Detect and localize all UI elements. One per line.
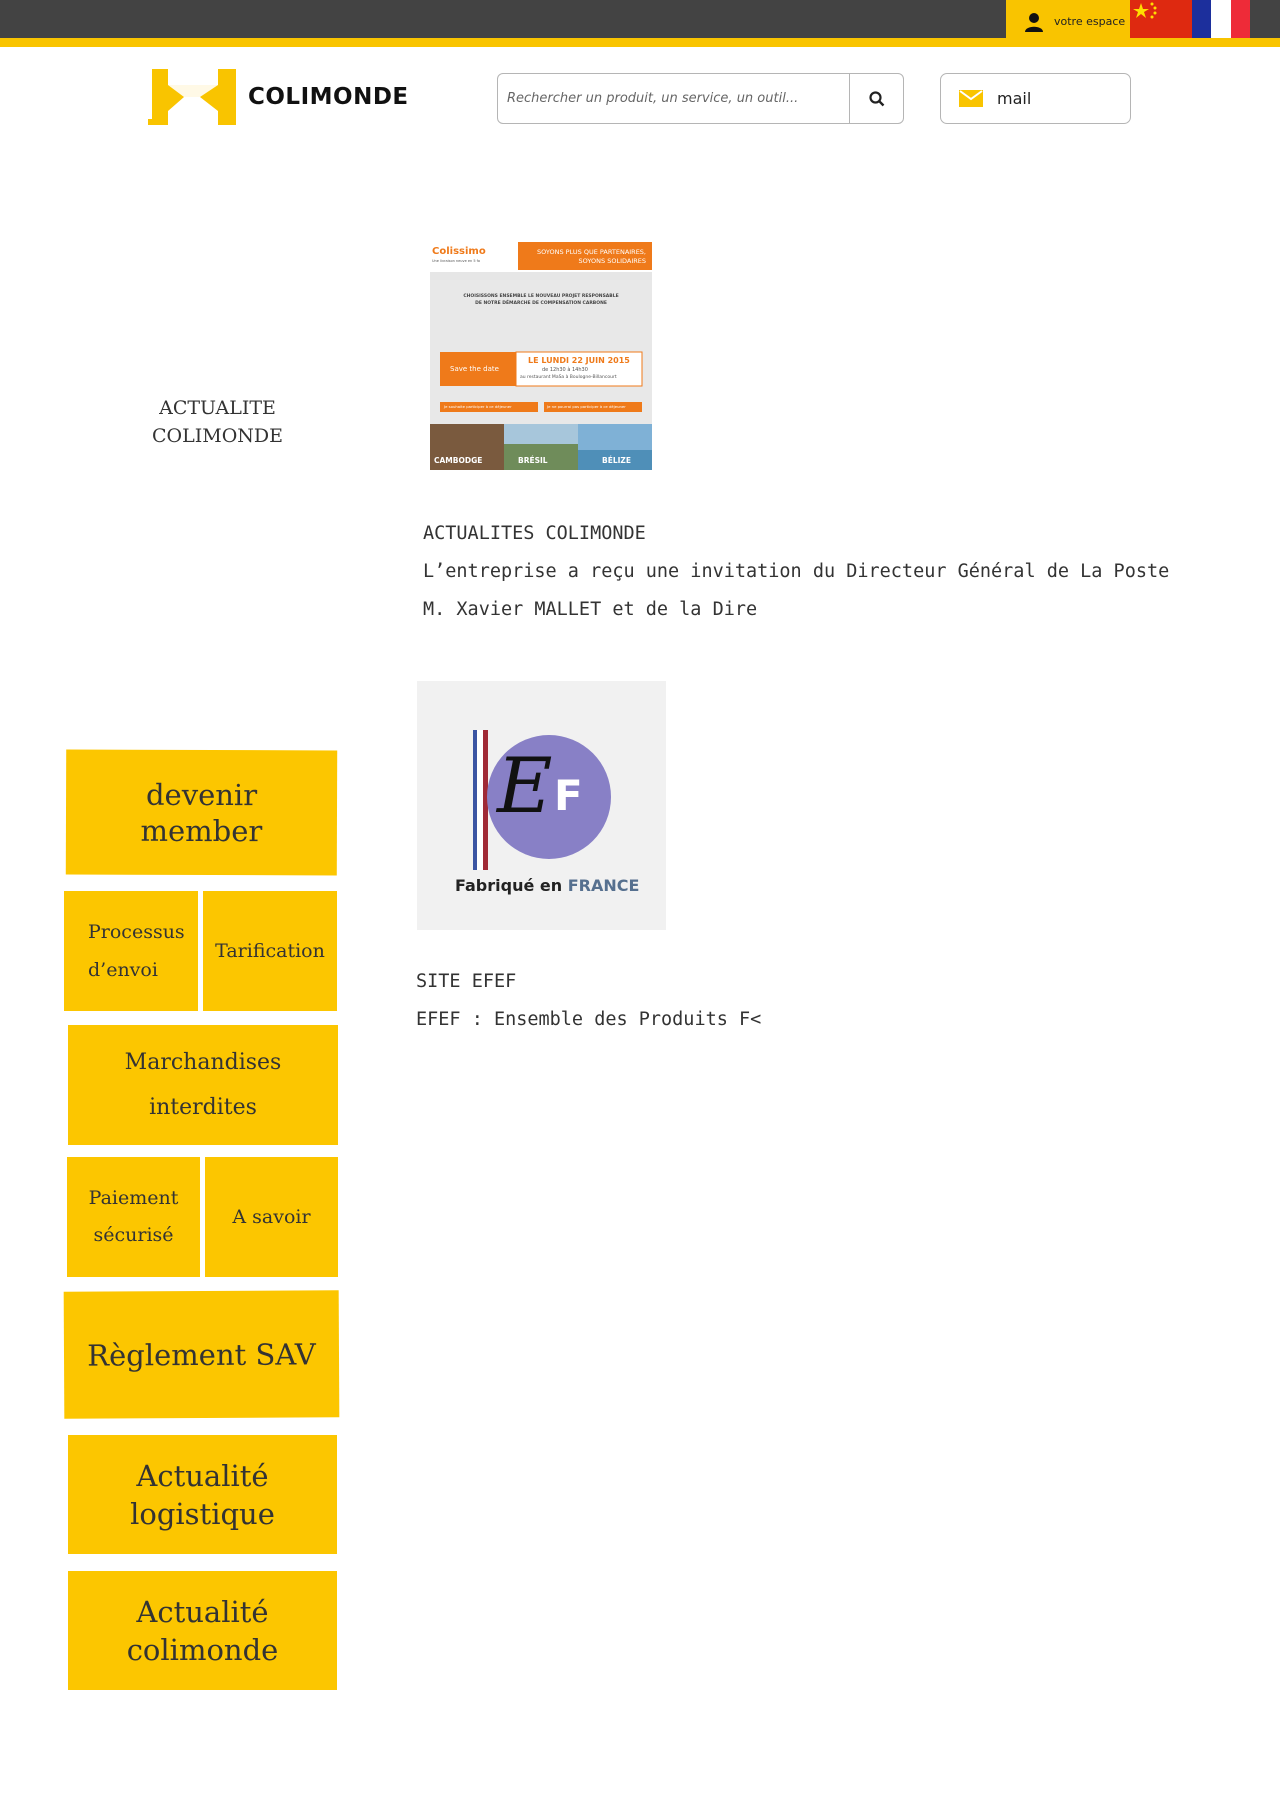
- flyer-banner-2: SOYONS SOLIDAIRES: [578, 257, 646, 265]
- brand-name: COLIMONDE: [248, 84, 409, 110]
- ef-letter-f: F: [554, 771, 583, 820]
- search-button[interactable]: [849, 74, 903, 123]
- flyer-btn-no: Je ne pourrai pas participer à ce déjeuner: [547, 404, 626, 409]
- efef-title[interactable]: SITE EFEF: [416, 971, 517, 992]
- ef-caption: [455, 876, 639, 895]
- news-title[interactable]: ACTUALITES COLIMONDE: [423, 523, 646, 544]
- colimonde-logo-icon: [148, 67, 238, 127]
- flyer-country-1: CAMBODGE: [434, 456, 483, 465]
- flag-china-icon[interactable]: [1130, 0, 1192, 38]
- tile-actu-logistique-line2: logistique: [130, 1496, 275, 1531]
- tile-processus-line2: d’envoi: [88, 959, 158, 981]
- sidebar-title-line1: ACTUALITE: [159, 397, 276, 419]
- news-line-2: M. Xavier MALLET et de la Dire: [423, 599, 758, 620]
- tile-paiement-line2: sécurisé: [93, 1224, 174, 1246]
- tile-devenir-line2: member: [140, 813, 263, 848]
- tile-processus-envoi[interactable]: [64, 891, 198, 1011]
- flyer-place: au restaurant MaSa à Boulogne-Billancourt: [520, 375, 617, 380]
- search-icon: [869, 91, 885, 107]
- tile-marchandises-line2: interdites: [149, 1095, 257, 1120]
- account-button[interactable]: [1006, 0, 1130, 43]
- efef-line-1: EFEF : Ensemble des Produits F<: [416, 1009, 762, 1030]
- tile-marchandises-interdites[interactable]: [68, 1025, 338, 1145]
- flyer-date: LE LUNDI 22 JUIN 2015: [528, 356, 630, 365]
- search-bar: [497, 73, 904, 124]
- colissimo-invitation-image[interactable]: [430, 242, 652, 470]
- tile-tarification-label: Tarification: [215, 940, 325, 962]
- flyer-country-3: BÉLIZE: [602, 456, 631, 465]
- tile-actu-colimonde-line1: Actualité: [136, 1594, 269, 1629]
- flyer-brand-sub: Une livraison neuve en 5 fo: [432, 259, 481, 263]
- flyer-btn-yes: Je souhaite participer à ce déjeuner: [444, 404, 512, 409]
- tile-paiement-line1: Paiement: [88, 1187, 179, 1209]
- mail-label: mail: [997, 89, 1032, 108]
- envelope-icon: [959, 90, 983, 107]
- tile-a-savoir-label: A savoir: [232, 1206, 311, 1228]
- flyer-country-2: BRÉSIL: [518, 456, 548, 465]
- tile-devenir-member[interactable]: [66, 750, 337, 876]
- flyer-time: de 12h30 à 14h30: [542, 367, 588, 373]
- search-input[interactable]: [498, 74, 849, 123]
- user-icon: [1024, 12, 1044, 32]
- flyer-banner-1: SOYONS PLUS QUE PARTENAIRES,: [537, 248, 646, 256]
- flag-france-icon[interactable]: [1192, 0, 1250, 38]
- tile-processus-line1: Processus: [88, 921, 185, 943]
- flyer-brand: Colissimo: [432, 246, 486, 257]
- efef-article: [416, 963, 761, 1039]
- flyer-save-date: Save the date: [450, 365, 499, 373]
- account-label: votre espace: [1054, 15, 1126, 28]
- tile-tarification[interactable]: [203, 891, 337, 1011]
- tile-actu-logistique-line1: Actualité: [136, 1458, 269, 1493]
- tile-actualite-logistique[interactable]: [68, 1435, 337, 1554]
- news-article: [423, 515, 1169, 629]
- sidebar-title: [140, 394, 295, 450]
- tile-devenir-line1: devenir: [145, 777, 258, 812]
- tile-marchandises-line1: Marchandises: [124, 1050, 282, 1075]
- tile-paiement-securise[interactable]: [67, 1157, 200, 1277]
- mail-button[interactable]: [940, 73, 1131, 124]
- sidebar-title-line2: COLIMONDE: [152, 425, 283, 447]
- tile-reglement-label: Règlement SAV: [87, 1336, 316, 1373]
- tile-a-savoir[interactable]: [205, 1157, 338, 1277]
- ef-letter-e: E: [497, 741, 553, 830]
- ef-caption-country: FRANCE: [567, 876, 640, 895]
- fabrique-en-france-image[interactable]: [417, 681, 666, 930]
- tile-actu-colimonde-line2: colimonde: [126, 1632, 279, 1667]
- flyer-heading-1: CHOISISSONS ENSEMBLE LE NOUVEAU PROJET RESPONSABLE: [463, 294, 619, 299]
- ef-caption-prefix: Fabriqué en: [455, 876, 563, 895]
- tile-actualite-colimonde[interactable]: [68, 1571, 337, 1690]
- tile-reglement-sav[interactable]: [64, 1290, 340, 1418]
- news-line-1: L’entreprise a reçu une invitation du Directeur Général de La Poste: [423, 561, 1170, 582]
- flyer-heading-2: DE NOTRE DÉMARCHE DE COMPENSATION CARBONE: [475, 301, 607, 306]
- site-logo[interactable]: [148, 67, 409, 127]
